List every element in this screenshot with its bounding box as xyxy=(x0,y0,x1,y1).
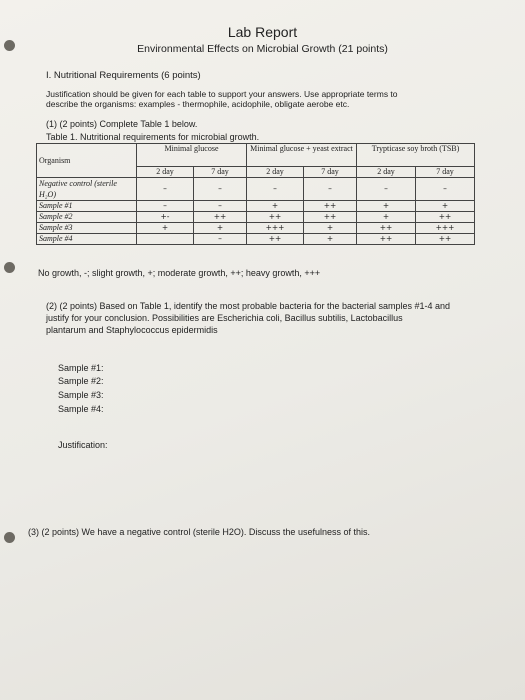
row-label: Sample #2 xyxy=(37,212,137,223)
growth-cell: ++ xyxy=(357,234,416,245)
growth-cell: ++ xyxy=(357,223,416,234)
growth-legend: No growth, -; slight growth, +; moderate growth, ++; heavy growth, +++ xyxy=(38,268,321,278)
media-header: Minimal glucose + yeast extract xyxy=(247,144,357,167)
question-2-line: justify for your conclusion. Possibilities are Escherichia coli, Bacillus subtilis, Lactobacillus xyxy=(46,313,403,323)
growth-cell: – xyxy=(304,178,357,201)
growth-cell: – xyxy=(194,201,247,212)
growth-cell: +++ xyxy=(416,223,475,234)
question-1: (1) (2 points) Complete Table 1 below. xyxy=(46,119,198,129)
question-2-line: (2) (2 points) Based on Table 1, identify the most probable bacteria for the bacterial samples #1-4 and xyxy=(46,301,451,311)
growth-cell: +- xyxy=(137,212,194,223)
row-label: Sample #3 xyxy=(37,223,137,234)
growth-cell: + xyxy=(357,212,416,223)
growth-cell: – xyxy=(137,201,194,212)
sample-answer-label: Sample #1: xyxy=(58,363,104,373)
growth-cell: + xyxy=(357,201,416,212)
growth-cell: ++ xyxy=(304,201,357,212)
row-label: Sample #1 xyxy=(37,201,137,212)
sample-answer-label: Sample #4: xyxy=(58,404,104,414)
growth-cell: + xyxy=(137,223,194,234)
instruction-line: describe the organisms: examples - thermophile, acidophile, obligate aerobe etc. xyxy=(46,99,350,109)
table-row xyxy=(37,234,475,245)
growth-cell: – xyxy=(247,178,304,201)
table-row xyxy=(37,178,475,201)
growth-cell: + xyxy=(194,223,247,234)
table-row xyxy=(37,201,475,212)
punch-hole xyxy=(4,532,15,543)
growth-cell: – xyxy=(416,178,475,201)
day-header: 7 day xyxy=(416,167,475,178)
growth-cell: +++ xyxy=(247,223,304,234)
table-row xyxy=(37,212,475,223)
growth-cell: + xyxy=(304,223,357,234)
report-title: Lab Report xyxy=(227,24,298,40)
growth-cell: ++ xyxy=(247,212,304,223)
growth-cell: + xyxy=(304,234,357,245)
growth-cell: – xyxy=(194,234,247,245)
day-header: 2 day xyxy=(247,167,304,178)
day-header: 7 day xyxy=(194,167,247,178)
growth-cell: ++ xyxy=(416,212,475,223)
growth-cell: ++ xyxy=(304,212,357,223)
growth-cell: – xyxy=(194,178,247,201)
instruction-line: Justification should be given for each table to support your answers. Use appropriate terms to xyxy=(46,89,398,99)
growth-cell: – xyxy=(137,178,194,201)
sample-answer-label: Sample #3: xyxy=(58,390,104,400)
growth-cell: – xyxy=(357,178,416,201)
media-header: Minimal glucose xyxy=(137,144,247,167)
report-subtitle: Environmental Effects on Microbial Growth (21 points) xyxy=(137,43,388,55)
row-label: Negative control (sterile H₂O) xyxy=(37,178,137,201)
question-2-line: plantarum and Staphylococcus epidermidis xyxy=(46,325,218,335)
growth-cell: ++ xyxy=(194,212,247,223)
day-header: 2 day xyxy=(357,167,416,178)
growth-cell: + xyxy=(416,201,475,212)
growth-cell: + xyxy=(247,201,304,212)
table-row xyxy=(37,223,475,234)
day-header: 2 day xyxy=(137,167,194,178)
sample-answer-label: Sample #2: xyxy=(58,376,104,386)
nutrition-table xyxy=(36,143,475,245)
day-header: 7 day xyxy=(304,167,357,178)
growth-cell xyxy=(137,234,194,245)
growth-cell: ++ xyxy=(416,234,475,245)
table-caption: Table 1. Nutritional requirements for microbial growth. xyxy=(46,132,260,142)
justification-label: Justification: xyxy=(58,440,108,450)
organism-header: Organism xyxy=(37,144,137,178)
question-3: (3) (2 points) We have a negative control (sterile H2O). Discuss the usefulness of this. xyxy=(28,527,370,537)
punch-hole xyxy=(4,262,15,273)
row-label: Sample #4 xyxy=(37,234,137,245)
growth-cell: ++ xyxy=(247,234,304,245)
media-header: Trypticase soy broth (TSB) xyxy=(357,144,475,167)
section-heading: I. Nutritional Requirements (6 points) xyxy=(46,70,201,81)
